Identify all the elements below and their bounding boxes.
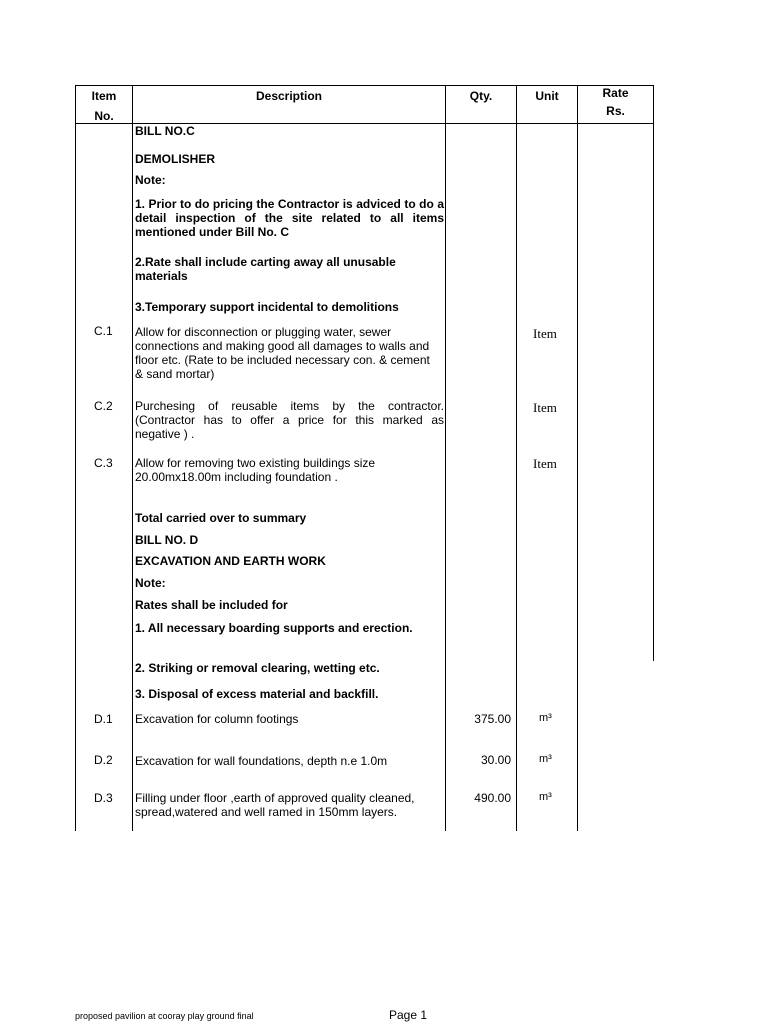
header-item-label: Item xyxy=(91,89,117,103)
column-divider-item xyxy=(132,85,133,831)
header-qty: Qty. xyxy=(469,89,493,103)
bill-c-note-3: 3.Temporary support incidental to demolitions xyxy=(135,300,399,314)
bill-d-note-3: 3. Disposal of excess material and backfill. xyxy=(135,687,379,701)
item-unit-d3: m³ xyxy=(539,791,552,803)
header-rs-label: Rs. xyxy=(606,104,625,118)
item-desc-c2: Purchesing of reusable items by the contractor. (Contractor has to offer a price for this marked as negative ) . xyxy=(135,399,444,441)
bill-c-total: Total carried over to summary xyxy=(135,511,307,525)
item-qty-d1: 375.00 xyxy=(474,712,511,726)
item-no-c1: C.1 xyxy=(94,324,113,338)
item-desc-d2: Excavation for wall foundations, depth n.e 1.0m xyxy=(135,754,388,768)
item-desc-d3: Filling under floor ,earth of approved quality cleaned, spread,watered and well ramed in 150mm layers. xyxy=(135,791,415,819)
column-divider-unit xyxy=(577,85,578,831)
item-unit-c1: Item xyxy=(533,326,557,341)
bill-c-note-label: Note: xyxy=(135,173,166,187)
item-qty-d2: 30.00 xyxy=(480,753,511,767)
bill-d-note-1: 1. All necessary boarding supports and erection. xyxy=(135,621,413,635)
column-divider-description xyxy=(445,85,446,831)
item-desc-d1: Excavation for column footings xyxy=(135,712,299,726)
header-rate-label: Rate xyxy=(602,86,629,100)
column-divider-qty xyxy=(516,85,517,831)
item-desc-c1: Allow for disconnection or plugging water, sewer connections and making good all damages to walls and floor etc. (Rate to be included necessary con. & cement & sand mortar) xyxy=(135,325,430,381)
column-divider-left xyxy=(75,85,76,831)
column-divider-rate xyxy=(653,85,654,661)
bill-d-note-label: Note: xyxy=(135,576,166,590)
header-no-label: No. xyxy=(94,109,114,123)
item-no-d3: D.3 xyxy=(94,791,113,805)
bill-c-subtitle: DEMOLISHER xyxy=(135,152,216,166)
bill-c-note-1: 1. Prior to do pricing the Contractor is adviced to do a detail inspection of the site related to all items mentioned under Bill No. C xyxy=(135,197,444,239)
item-unit-d1: m³ xyxy=(539,712,552,724)
item-unit-d2: m³ xyxy=(539,753,552,765)
item-qty-d3: 490.00 xyxy=(474,791,511,805)
footer-file-name: proposed pavilion at cooray play ground final xyxy=(75,1011,254,1021)
header-description: Description xyxy=(255,89,322,103)
bill-c-note-2: 2.Rate shall include carting away all unusable materials xyxy=(135,255,396,283)
bill-d-subtitle: EXCAVATION AND EARTH WORK xyxy=(135,554,326,568)
header-unit: Unit xyxy=(535,89,559,103)
item-unit-c2: Item xyxy=(533,400,557,415)
header-rate xyxy=(578,84,653,120)
footer-page-number: Page 1 xyxy=(389,1008,428,1022)
item-unit-c3: Item xyxy=(533,456,557,471)
bill-d-title: BILL NO. D xyxy=(135,533,199,547)
item-no-d1: D.1 xyxy=(94,712,113,726)
bill-d-rates-line: Rates shall be included for xyxy=(135,598,288,612)
bill-c-title: BILL NO.C xyxy=(135,124,195,138)
item-no-d2: D.2 xyxy=(94,753,113,767)
item-desc-c3: Allow for removing two existing buildings size 20.00mx18.00m including foundation . xyxy=(135,456,376,484)
item-no-c2: C.2 xyxy=(94,399,113,413)
header-item-no xyxy=(76,86,132,126)
item-no-c3: C.3 xyxy=(94,456,113,470)
bill-d-note-2: 2. Striking or removal clearing, wetting etc. xyxy=(135,661,380,675)
